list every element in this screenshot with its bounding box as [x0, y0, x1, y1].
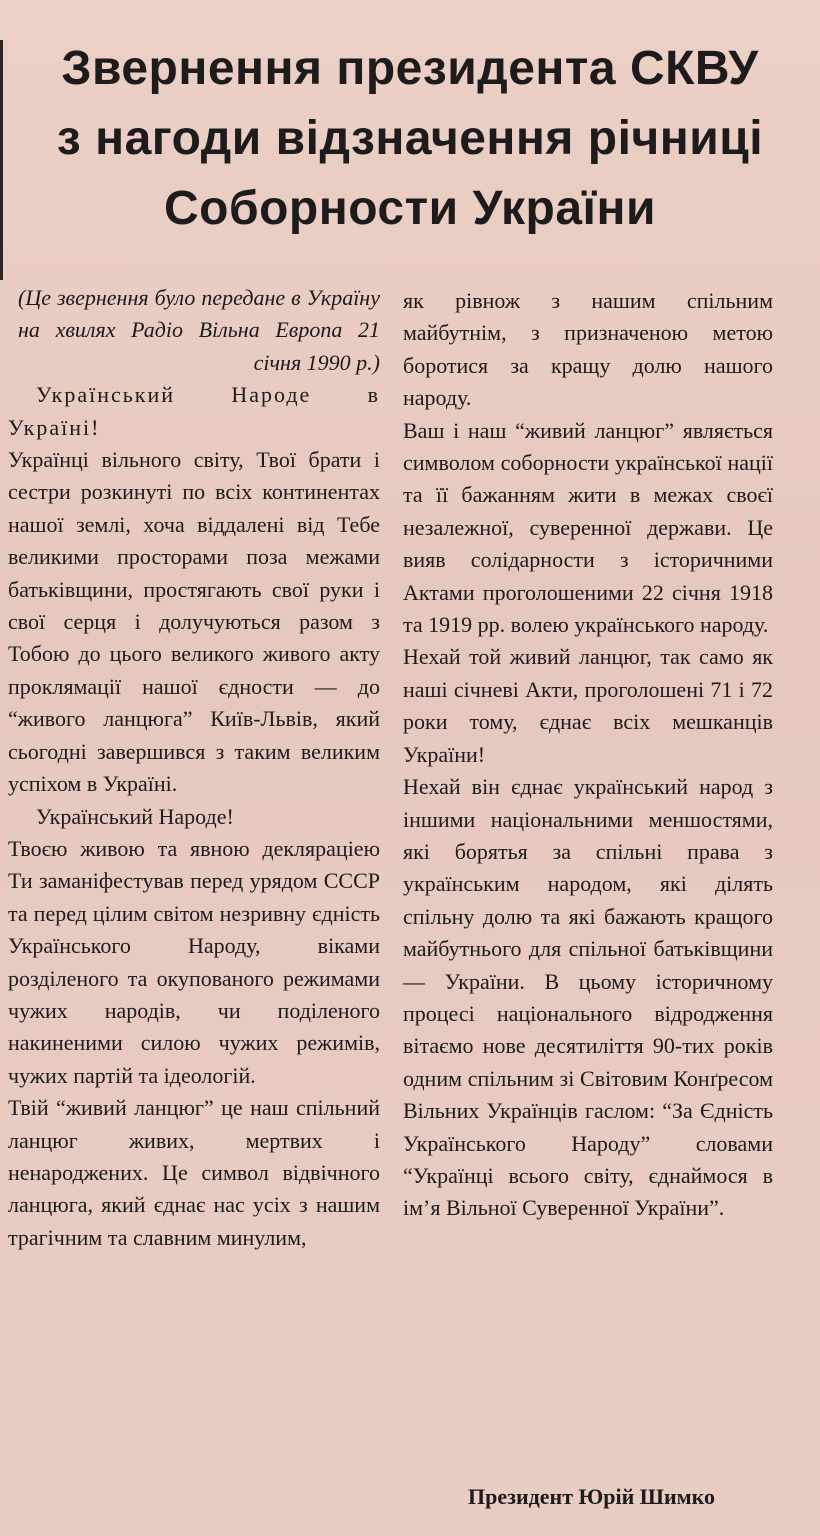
paragraph: Ваш і наш “живий ланцюг” являється символом соборности української нації та її бажанням жити в межах своєї незалежної, суверенної держави. Це вияв солідарности з історичними Актами проголошеними 22 січня 1918 та 1919 рр. волею українського народу. [403, 417, 773, 638]
right-column [403, 285, 773, 1225]
editorial-note: (Це звернення було передане в Україну на хвилях Радіо Вільна Европа 21 січня 1990 р.) [18, 285, 380, 375]
headline-line-1: Звернення президента СКВУ [61, 42, 759, 95]
signature-line: Президент Юрій Шимко [468, 1484, 716, 1509]
paragraph-greeting: Український Народе в Україні! [8, 382, 380, 440]
paragraph: Нехай той живий ланцюг, так само як наші січневі Акти, проголошені 71 і 72 роки тому, єднає всіх мешканців України! [403, 644, 773, 767]
paragraph: Твоєю живою та явною декляраціею Ти заманіфестував перед урядом СССР та перед цілим світом незривну єдність Українського Народу, віками розділеного та окупованого режимами чужих народів, чи поділеного накиненими силою чужих режимів, чужих партій та ідеологій. [8, 835, 380, 1088]
headline-line-2: з нагоди відзначення річниці [56, 112, 764, 165]
paragraph: Українці вільного світу, Твої брати і сестри розкинуті по всіх континентах нашої землі, хоча віддалені від Тебе великими просторами поза межами батьківщини, простягають свої руки і свої серця і долучуються разом з Тобою до цього великого живого акту проклямації нашої єдности — до “живого ланцюга” Київ-Львів, який сьогодні завершився з таким великим успіхом в Україні. [8, 447, 380, 797]
left-column [8, 282, 380, 1254]
column-rule [0, 40, 3, 280]
paragraph-address: Український Народе! [36, 803, 234, 829]
paragraph: Нехай він єднає український народ з іншими національними меншостями, які борятья за спільні права з українським народом, які ділять спільну долю та які бажають кращого майбутнього для спільної батьківщини — України. В цьому історичному процесі національного відродження вітаємо нове десятиліття 90-тих років одним спільним зі Світовим Конґресом Вільних Українців гаслом: “За Єдність Українського Народу” словами “Українці всього світу, єднаймося в ім’я Вільної Суверенної України”. [403, 774, 773, 1221]
paragraph: як рівнож з нашим спільним майбутнім, з призначеною метою боротися за кращу долю нашого народу. [403, 288, 773, 411]
article-headline [20, 34, 800, 244]
paragraph: Твій “живий ланцюг” це наш спільний ланцюг живих, мертвих і ненароджених. Це символ відвічного ланцюга, який єднає нас усіх з нашим трагічним та славним минулим, [8, 1095, 380, 1250]
headline-line-3: Соборности України [163, 182, 657, 235]
